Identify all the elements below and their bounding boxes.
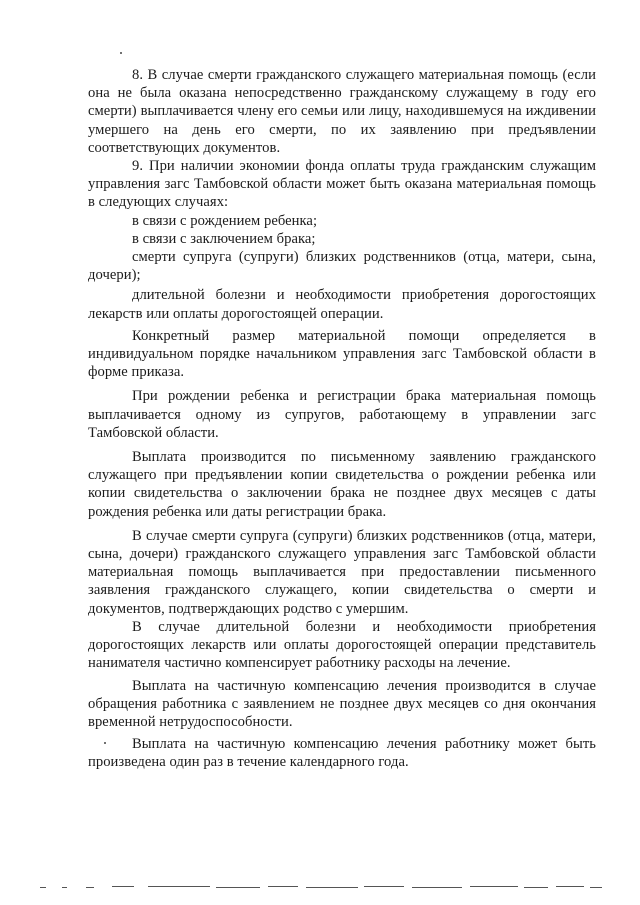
scan-edge-dash <box>470 886 518 887</box>
scan-edge-dash <box>590 887 602 888</box>
document-body <box>88 66 596 772</box>
scan-edge-dash <box>112 886 134 887</box>
scan-edge-dash <box>556 886 584 887</box>
case-long-illness: длительной болезни и необходимости приобретения дорогостоящих лекарств или оплаты дорогостоящей операции. <box>88 287 596 322</box>
paragraph-8-death-of-employee: 8. В случае смерти гражданского служащего материальная помощь (если она не была оказана непосредственно гражданскому служащему в году его смерти) выплачивается члену его семьи или лицу, находившемуся на иждивении умершего на день его смерти, по их заявлению при предъявлении соответствующих документов. <box>88 67 596 156</box>
paragraph-compensation-deadline: Выплата на частичную компенсацию лечения производится в случае обращения работника с заявлением не позднее двух месяцев со дня окончания временной нетрудоспособности. <box>88 677 596 730</box>
paragraph-long-illness-compensation: В случае длительной болезни и необходимости приобретения дорогостоящих лекарств или оплаты дорогостоящей операции представитель нанимателя частично компенсирует работнику расходы на лечение. <box>88 618 596 672</box>
scan-edge-dash <box>40 887 46 888</box>
scan-edge-dash <box>306 887 358 888</box>
paragraph-9-economy-fund: 9. При наличии экономии фонда оплаты труда гражданским служащим управления загс Тамбовской области может быть оказана материальная помощь в следующих случаях: <box>88 158 596 211</box>
paragraph-birth-and-marriage: При рождении ребенка и регистрации брака материальная помощь выплачивается одному из супругов, работающему в управлении загс Тамбовской области. <box>88 388 596 441</box>
scan-edge-dash <box>524 887 548 888</box>
scan-edge-dash <box>412 887 462 888</box>
scan-edge-dash <box>148 886 210 887</box>
paragraph-death-of-relative-payment: В случае смерти супруга (супруги) близких родственников (отца, матери, сына, дочери) гражданского служащего управления загс Тамбовской области материальная помощь выплачивается при предоставлении письменного заявления гражданского служащего, копии свидетельства о смерти и документов, подтверждающих родство с умершим. <box>88 527 596 617</box>
case-death-of-relative: смерти супруга (супруги) близких родственников (отца, матери, сына, дочери); <box>88 249 596 284</box>
scan-speck <box>104 742 106 744</box>
scan-edge-dash <box>216 887 260 888</box>
case-birth-of-child: в связи с рождением ребенка; <box>132 212 318 229</box>
scan-speck <box>120 52 122 54</box>
scan-edge-dash <box>62 887 67 888</box>
paragraph-payment-procedure: Выплата производится по письменному заявлению гражданского служащего при предъявлении копии свидетельства о рождении ребенка или копии свидетельства о заключении брака не позднее двух месяцев с даты рождения ребенка или даты регистрации брака. <box>88 449 596 520</box>
paragraph-specific-amount: Конкретный размер материальной помощи определяется в индивидуальном порядке начальником управления загс Тамбовской области в форме приказа. <box>88 327 596 381</box>
paragraph-once-per-year: Выплата на частичную компенсацию лечения работнику может быть произведена один раз в течение календарного года. <box>88 736 596 771</box>
case-marriage: в связи с заключением брака; <box>132 230 316 247</box>
scan-edge-dash <box>268 886 298 887</box>
scan-edge-dash <box>364 886 404 887</box>
scan-edge-dash <box>86 887 94 888</box>
